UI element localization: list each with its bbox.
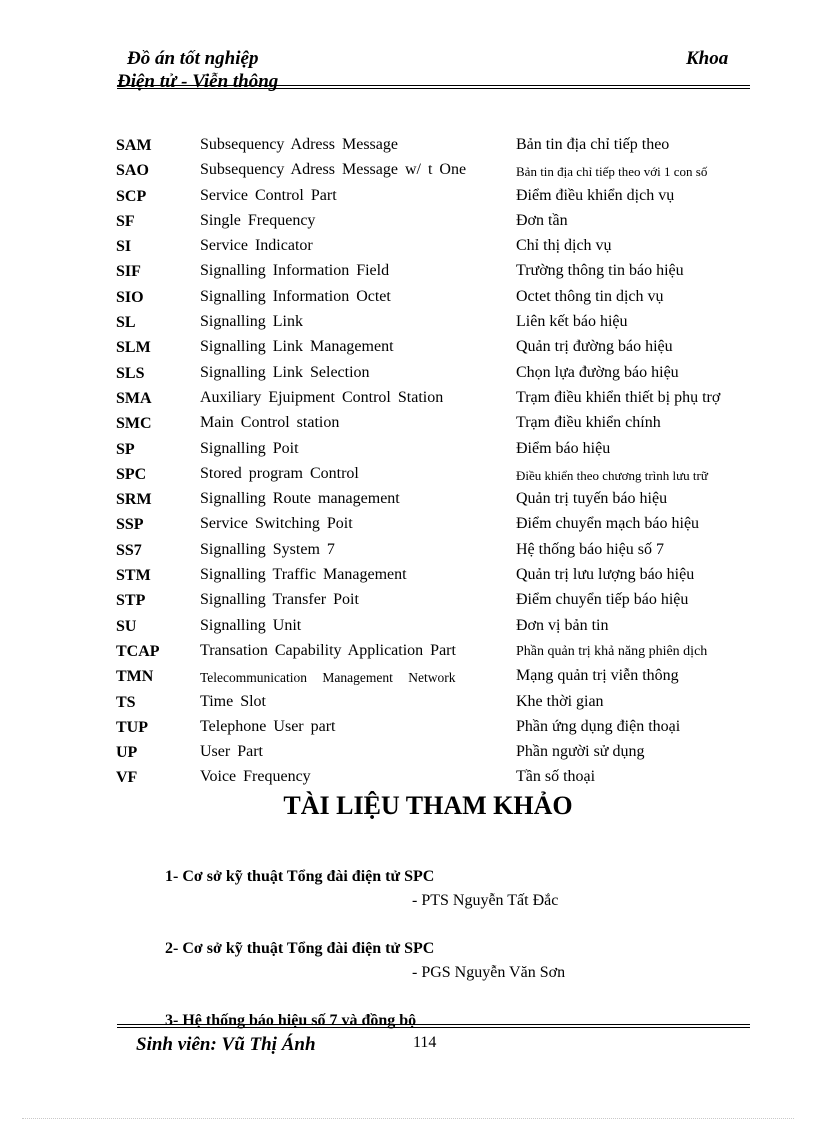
- abbreviation-row: [0, 740, 816, 765]
- abbreviation-code: SF: [116, 212, 135, 230]
- abbreviation-vietnamese: Điểm chuyển mạch báo hiệu: [516, 515, 700, 533]
- abbreviation-vietnamese: Chỉ thị dịch vụ: [516, 237, 612, 255]
- abbreviation-vietnamese: Điểm báo hiệu: [516, 439, 611, 457]
- abbreviation-english: Subsequency Adress Message: [200, 136, 398, 153]
- abbreviation-vietnamese: Quản trị lưu lượng báo hiệu: [516, 566, 695, 584]
- abbreviation-code: UP: [116, 744, 138, 762]
- reference-item-title: 1- Cơ sở kỹ thuật Tổng đài điện tử SPC: [165, 868, 435, 885]
- abbreviation-row: [0, 690, 816, 715]
- abbreviation-vietnamese: Bản tin địa chỉ tiếp theo: [516, 136, 670, 153]
- abbreviation-english: Signalling Route management: [200, 490, 400, 508]
- abbreviation-code: SMC: [116, 415, 152, 433]
- abbreviation-vietnamese: Phần quản trị khả năng phiên dịch: [516, 643, 708, 659]
- abbreviation-english: Telecommunication Management Network: [200, 670, 456, 686]
- abbreviation-code: STM: [116, 567, 151, 585]
- abbreviation-vietnamese: Điểm điều khiển dịch vụ: [516, 186, 675, 204]
- abbreviation-code: SU: [116, 617, 137, 635]
- abbreviation-english: Signalling Transfer Poit: [200, 591, 359, 609]
- abbreviation-code: VF: [116, 769, 138, 787]
- abbreviation-code: SRM: [116, 491, 152, 509]
- abbreviation-english: User Part: [200, 743, 263, 761]
- abbreviation-code: TS: [116, 693, 136, 711]
- abbreviation-english: Single Frequency: [200, 211, 316, 229]
- abbreviation-row: [0, 588, 816, 613]
- abbreviation-row: [0, 715, 816, 740]
- abbreviation-row: [0, 209, 816, 234]
- abbreviation-vietnamese: Chọn lựa đường báo hiệu: [516, 363, 679, 381]
- abbreviation-english: Service Indicator: [200, 237, 313, 255]
- abbreviation-code: SPC: [116, 465, 147, 483]
- abbreviation-row: [0, 184, 816, 209]
- footer-rule: [117, 1024, 750, 1025]
- abbreviation-code: TUP: [116, 718, 148, 736]
- reference-item-title: 2- Cơ sở kỹ thuật Tổng đài điện tử SPC: [165, 940, 435, 957]
- footer-rule: [117, 1027, 750, 1028]
- abbreviation-english: Signalling Information Octet: [200, 287, 391, 305]
- abbreviation-row: [0, 639, 816, 664]
- header-rule: [117, 88, 750, 89]
- abbreviation-row: [0, 285, 816, 310]
- abbreviation-english: Time Slot: [200, 692, 266, 710]
- abbreviation-english: Signalling System 7: [200, 540, 335, 558]
- abbreviation-row: [0, 158, 816, 183]
- abbreviation-row: [0, 133, 816, 158]
- abbreviation-code: SSP: [116, 516, 144, 534]
- abbreviation-english: Service Control Part: [200, 186, 337, 204]
- abbreviation-vietnamese: Điều khiển theo chương trình lưu trữ: [516, 467, 708, 483]
- abbreviation-english: Auxiliary Ejuipment Control Station: [200, 388, 444, 406]
- abbreviation-vietnamese: Bản tin địa chỉ tiếp theo với 1 con số: [516, 164, 708, 180]
- abbreviation-row: [0, 765, 816, 790]
- abbreviation-code: SS7: [116, 541, 142, 559]
- footer-student-name: Sinh viên: Vũ Thị Ánh: [136, 1034, 316, 1055]
- abbreviation-vietnamese: Octet thông tin dịch vụ: [516, 287, 664, 305]
- abbreviation-vietnamese: Đơn tần: [516, 211, 568, 229]
- abbreviation-code: SLM: [116, 339, 151, 357]
- abbreviation-row: [0, 361, 816, 386]
- abbreviation-row: [0, 664, 816, 689]
- page-number: 114: [413, 1034, 437, 1051]
- abbreviation-english: Signalling Link: [200, 313, 303, 331]
- abbreviation-english: Signalling Link Selection: [200, 363, 370, 381]
- abbreviation-code: SAM: [116, 137, 152, 154]
- abbreviation-vietnamese: Trạm điều khiển chính: [516, 414, 661, 432]
- abbreviation-row: [0, 462, 816, 487]
- abbreviation-table: [0, 133, 816, 791]
- abbreviation-row: [0, 335, 816, 360]
- header-department: Điện tử - Viễn thông: [117, 71, 279, 92]
- abbreviation-code: SP: [116, 440, 135, 458]
- abbreviation-row: [0, 563, 816, 588]
- abbreviation-english: Telephone User part: [200, 717, 336, 735]
- abbreviation-vietnamese: Trạm điều khiển thiết bị phụ trợ: [516, 388, 721, 406]
- header-title: Đồ án tốt nghiệp: [127, 48, 259, 69]
- abbreviation-english: Signalling Link Management: [200, 338, 394, 356]
- abbreviation-code: SAO: [116, 162, 149, 180]
- reference-item-author: - PGS Nguyễn Văn Sơn: [412, 964, 566, 981]
- reference-item-title: 3- Hệ thống báo hiệu số 7 và đồng bộ: [165, 1012, 417, 1029]
- abbreviation-vietnamese: Phần ứng dụng điện thoại: [516, 717, 681, 735]
- abbreviation-row: [0, 437, 816, 462]
- abbreviation-english: Signalling Traffic Management: [200, 566, 407, 584]
- abbreviation-code: SIO: [116, 288, 144, 306]
- abbreviation-english: Stored program Control: [200, 464, 359, 482]
- reference-item-author: - PTS Nguyễn Tất Đắc: [412, 892, 559, 909]
- abbreviation-english: Transation Capability Application Part: [200, 641, 456, 659]
- abbreviation-row: [0, 538, 816, 563]
- abbreviation-english: Voice Frequency: [200, 768, 311, 786]
- abbreviation-vietnamese: Hệ thống báo hiệu số 7: [516, 540, 664, 558]
- abbreviation-vietnamese: Trường thông tin báo hiệu: [516, 262, 684, 280]
- abbreviation-row: [0, 259, 816, 284]
- abbreviation-vietnamese: Điểm chuyển tiếp báo hiệu: [516, 591, 689, 609]
- abbreviation-vietnamese: Quản trị đường báo hiệu: [516, 338, 673, 356]
- abbreviation-row: [0, 487, 816, 512]
- abbreviation-row: [0, 512, 816, 537]
- abbreviation-code: SI: [116, 238, 132, 256]
- abbreviation-english: Main Control station: [200, 414, 340, 432]
- abbreviation-code: SCP: [116, 187, 147, 205]
- abbreviation-vietnamese: Khe thời gian: [516, 692, 604, 710]
- abbreviation-vietnamese: Phần người sử dụng: [516, 743, 645, 761]
- abbreviation-row: [0, 411, 816, 436]
- abbreviation-english: Subsequency Adress Message w/ t One: [200, 161, 467, 179]
- header-rule: [117, 85, 750, 86]
- references-heading: TÀI LIỆU THAM KHẢO: [283, 791, 573, 820]
- abbreviation-row: [0, 386, 816, 411]
- header-department-label: Khoa: [686, 48, 729, 69]
- abbreviation-code: SMA: [116, 389, 152, 407]
- abbreviation-english: Signalling Information Field: [200, 262, 390, 280]
- abbreviation-code: SLS: [116, 364, 145, 382]
- abbreviation-english: Signalling Unit: [200, 616, 302, 634]
- abbreviation-english: Service Switching Poit: [200, 515, 353, 533]
- abbreviation-row: [0, 310, 816, 335]
- abbreviation-vietnamese: Đơn vị bản tin: [516, 616, 609, 634]
- abbreviation-english: Signalling Poit: [200, 439, 299, 457]
- page-bottom-border: [22, 1118, 794, 1119]
- abbreviation-code: SL: [116, 314, 136, 332]
- abbreviation-row: [0, 234, 816, 259]
- abbreviation-vietnamese: Liên kết báo hiệu: [516, 313, 628, 331]
- abbreviation-code: STP: [116, 592, 146, 610]
- abbreviation-code: TCAP: [116, 642, 160, 660]
- abbreviation-code: SIF: [116, 263, 141, 281]
- abbreviation-row: [0, 614, 816, 639]
- abbreviation-vietnamese: Mạng quản trị viễn thông: [516, 667, 679, 685]
- abbreviation-code: TMN: [116, 668, 154, 686]
- abbreviation-vietnamese: Quản trị tuyến báo hiệu: [516, 490, 668, 508]
- abbreviation-vietnamese: Tần số thoại: [516, 768, 596, 786]
